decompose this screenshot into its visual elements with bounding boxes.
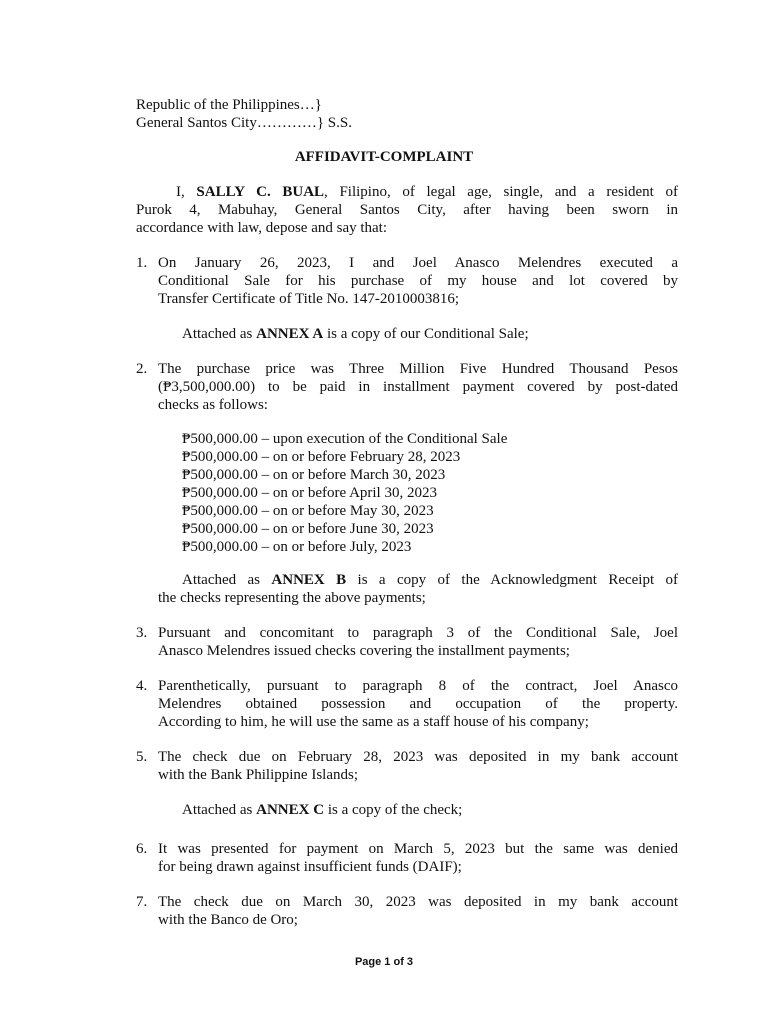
item-4-line-1: Parenthetically, pursuant to paragraph 8 of the contract, Joel Anasco [158, 678, 678, 694]
item-2-line-1: The purchase price was Three Million Five Hundred Thousand Pesos [158, 361, 678, 377]
payment-line: ₱500,000.00 – on or before June 30, 2023 [182, 521, 434, 537]
intro-line-3: accordance with law, depose and say that: [136, 220, 388, 236]
annex-a-note: Attached as ANNEX A is a copy of our Conditional Sale; [182, 326, 529, 342]
item-number-1: 1. [136, 255, 148, 271]
payment-line: ₱500,000.00 – on or before February 28, 2023 [182, 449, 461, 465]
item-4-line-3: According to him, he will use the same as a staff house of his company; [158, 714, 589, 730]
venue-city: General Santos City…………} S.S. [136, 115, 352, 131]
item-5-line-1: The check due on February 28, 2023 was deposited in my bank account [158, 749, 678, 765]
item-4-line-2: Melendres obtained possession and occupation of the property. [158, 696, 678, 712]
item-6-line-2: for being drawn against insufficient funds (DAIF); [158, 859, 462, 875]
venue-republic: Republic of the Philippines…} [136, 97, 322, 113]
item-number-5: 5. [136, 749, 148, 765]
item-2-line-3: checks as follows: [158, 397, 268, 413]
payment-line: ₱500,000.00 – on or before March 30, 2023 [182, 467, 446, 483]
annex-b-note: Attached as ANNEX B is a copy of the Acknowledgment Receipt of [182, 572, 679, 588]
payment-line: ₱500,000.00 – on or before May 30, 2023 [182, 503, 434, 519]
annex-c-note: Attached as ANNEX C is a copy of the check; [182, 802, 463, 818]
item-number-6: 6. [136, 841, 148, 857]
document-title: AFFIDAVIT-COMPLAINT [294, 149, 474, 165]
annex-b-note-line-2: the checks representing the above payments; [158, 590, 426, 606]
item-3-line-1: Pursuant and concomitant to paragraph 3 of the Conditional Sale, Joel [158, 625, 678, 641]
item-1-line-2: Conditional Sale for his purchase of my house and lot covered by [158, 273, 678, 289]
affiant-name: SALLY C. BUAL [196, 184, 325, 200]
item-5-line-2: with the Bank Philippine Islands; [158, 767, 358, 783]
item-number-7: 7. [136, 894, 148, 910]
intro-line-1: I, SALLY C. BUAL, Filipino, of legal age, single, and a resident of [176, 184, 678, 200]
item-number-2: 2. [136, 361, 148, 377]
intro-line-2: Purok 4, Mabuhay, General Santos City, after having been sworn in [136, 202, 678, 218]
item-1-line-3: Transfer Certificate of Title No. 147-2010003816; [158, 291, 460, 307]
item-3-line-2: Anasco Melendres issued checks covering the installment payments; [158, 643, 570, 659]
item-number-3: 3. [136, 625, 148, 641]
item-6-line-1: It was presented for payment on March 5, 2023 but the same was denied [158, 841, 678, 857]
item-7-line-2: with the Banco de Oro; [158, 912, 298, 928]
payment-line: ₱500,000.00 – upon execution of the Conditional Sale [182, 431, 508, 447]
item-2-line-2: (₱3,500,000.00) to be paid in installment payment covered by post-dated [158, 379, 678, 395]
page-number: Page 1 of 3 [354, 956, 414, 968]
payment-line: ₱500,000.00 – on or before July, 2023 [182, 539, 412, 555]
item-7-line-1: The check due on March 30, 2023 was deposited in my bank account [158, 894, 678, 910]
payment-line: ₱500,000.00 – on or before April 30, 2023 [182, 485, 437, 501]
item-1-line-1: On January 26, 2023, I and Joel Anasco Melendres executed a [158, 255, 678, 271]
item-number-4: 4. [136, 678, 148, 694]
